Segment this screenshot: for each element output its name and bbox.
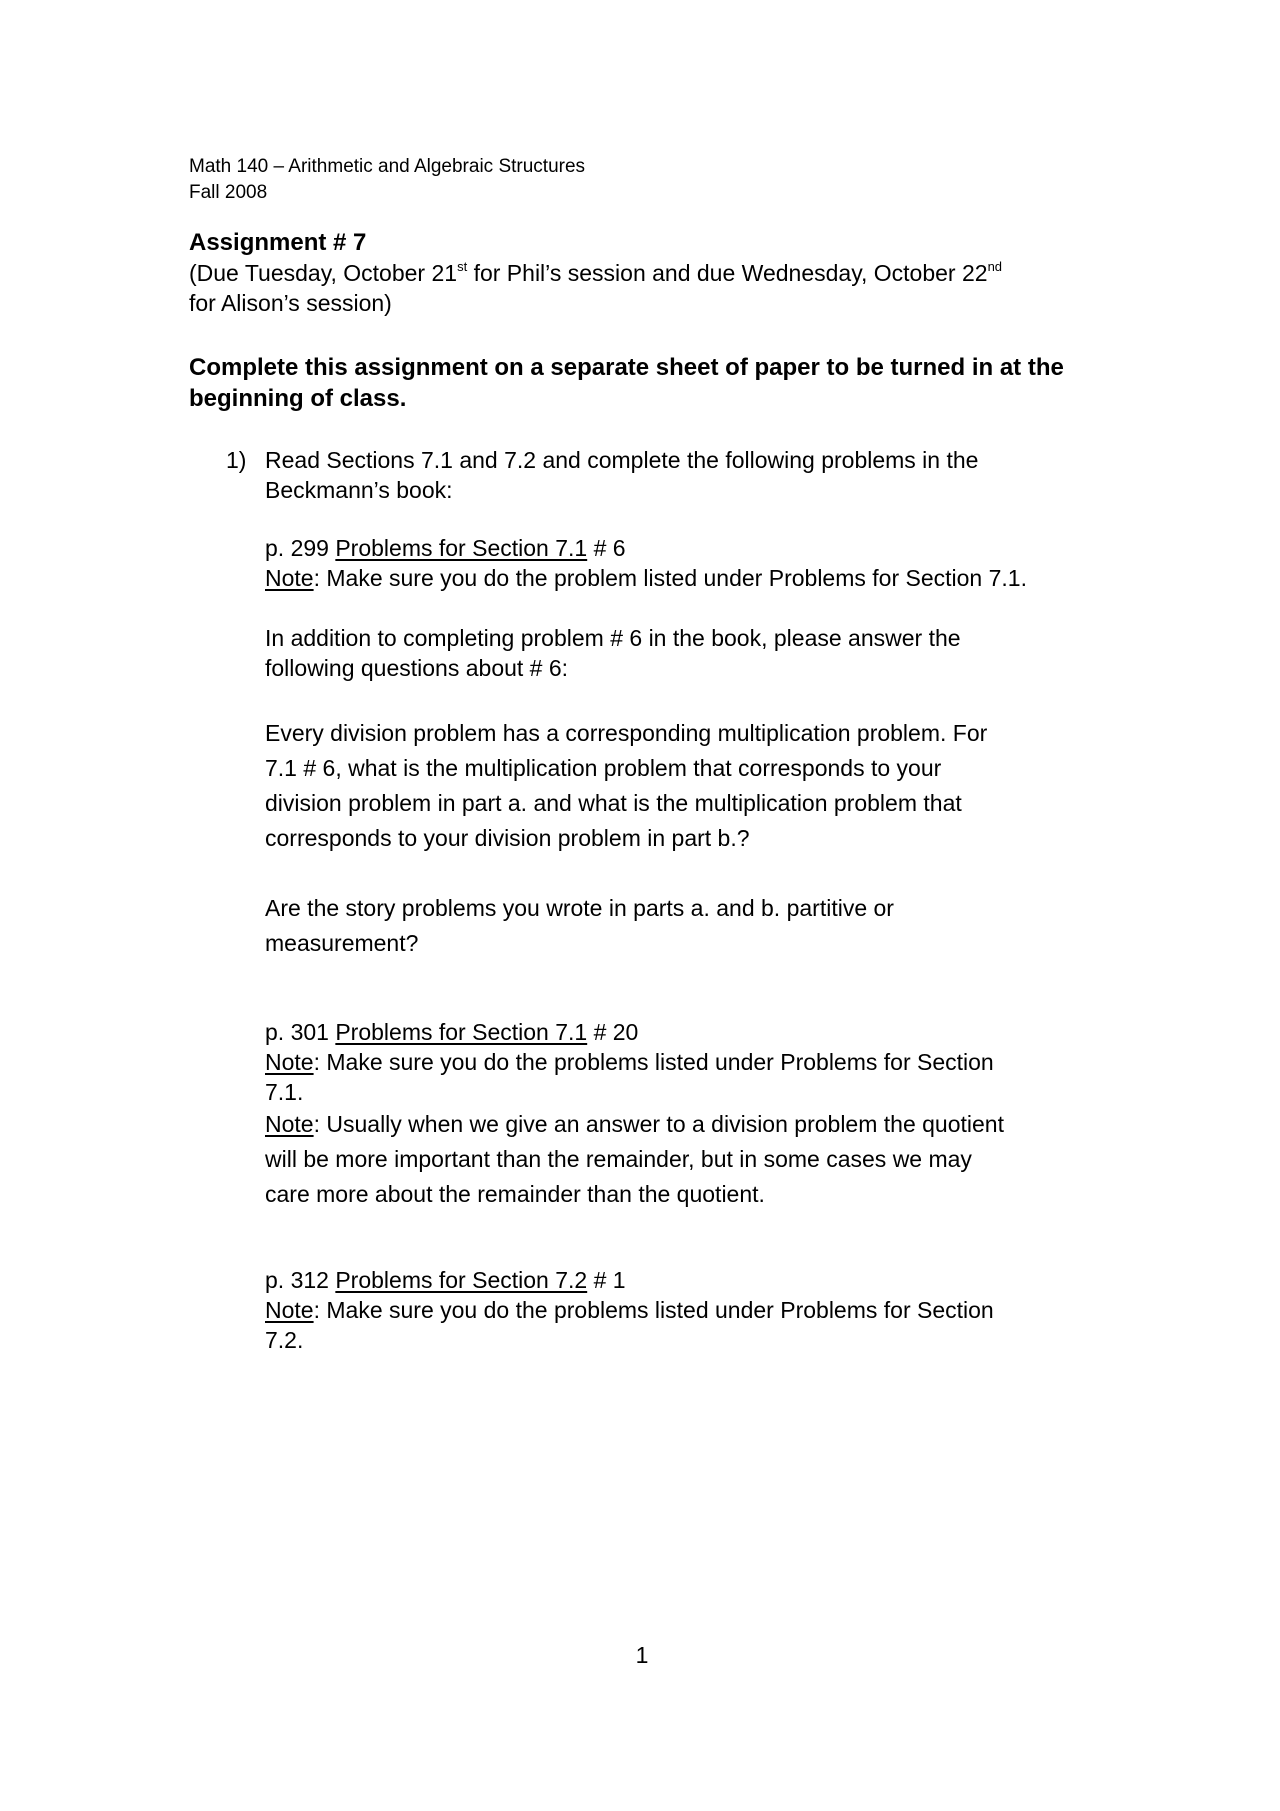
question-1 bbox=[265, 716, 1125, 856]
problem-number: # 20 bbox=[587, 1019, 639, 1045]
note-line: 7.2. bbox=[265, 1327, 304, 1353]
due-text: (Due Tuesday, October 21 bbox=[189, 260, 458, 286]
due-date-line bbox=[189, 258, 1149, 288]
question-line: measurement? bbox=[265, 930, 419, 956]
assignment-heading bbox=[189, 228, 1149, 318]
question-line: Are the story problems you wrote in parts a. and b. partitive or bbox=[265, 895, 894, 921]
course-term: Fall 2008 bbox=[189, 182, 268, 203]
item-intro-line: Beckmann’s book: bbox=[265, 477, 453, 503]
assignment-title: Assignment # 7 bbox=[189, 229, 367, 256]
note-line bbox=[265, 1047, 1125, 1077]
section-link: Problems for Section 7.1 bbox=[335, 1019, 588, 1045]
page-number: 1 bbox=[635, 1642, 649, 1668]
problem-6-block bbox=[265, 533, 1125, 593]
problem-number: # 1 bbox=[587, 1267, 626, 1293]
instruction-text: Complete this assignment on a separate sheet of paper to be turned in at the beginning of class. bbox=[189, 354, 1064, 412]
course-title: Math 140 – Arithmetic and Algebraic Structures bbox=[189, 156, 586, 177]
addition-paragraph bbox=[265, 623, 1125, 683]
note-label: Note bbox=[265, 565, 314, 591]
question-line: corresponds to your division problem in part b.? bbox=[265, 825, 750, 851]
page-ref: p. 301 bbox=[265, 1019, 336, 1045]
note-text: : Make sure you do the problems listed under Problems for Section bbox=[313, 1297, 994, 1323]
item-intro bbox=[265, 445, 1125, 505]
question-2 bbox=[265, 891, 1125, 961]
note-text: : Make sure you do the problem listed under Problems for Section 7.1. bbox=[313, 565, 1027, 591]
problem-number: # 6 bbox=[587, 535, 626, 561]
item-intro-line: Read Sections 7.1 and 7.2 and complete the following problems in the bbox=[265, 447, 979, 473]
note-text: : Make sure you do the problems listed under Problems for Section bbox=[313, 1049, 994, 1075]
paragraph-line: In addition to completing problem # 6 in the book, please answer the bbox=[265, 625, 961, 651]
note-line bbox=[265, 563, 1125, 593]
problem-1-block bbox=[265, 1265, 1125, 1355]
item-number: 1) bbox=[226, 447, 247, 473]
note-line bbox=[265, 1295, 1125, 1325]
remainder-note bbox=[265, 1107, 1125, 1212]
due-text: for Phil’s session and due Wednesday, October 22 bbox=[467, 260, 988, 286]
note-line bbox=[265, 1107, 1125, 1142]
paragraph-line: following questions about # 6: bbox=[265, 655, 569, 681]
problem-reference bbox=[265, 1265, 1125, 1295]
section-link: Problems for Section 7.2 bbox=[335, 1267, 588, 1293]
section-link: Problems for Section 7.1 bbox=[335, 535, 588, 561]
note-text: : Usually when we give an answer to a division problem the quotient bbox=[313, 1111, 1004, 1137]
note-label: Note bbox=[265, 1111, 314, 1137]
note-line: 7.1. bbox=[265, 1079, 304, 1105]
note-line: will be more important than the remainder, but in some cases we may bbox=[265, 1146, 972, 1172]
due-superscript: st bbox=[457, 259, 468, 274]
due-superscript: nd bbox=[987, 259, 1003, 274]
problem-20-block bbox=[265, 1017, 1125, 1107]
due-date-line-2: for Alison’s session) bbox=[189, 290, 392, 316]
note-label: Note bbox=[265, 1049, 314, 1075]
page-ref: p. 299 bbox=[265, 535, 336, 561]
note-line: care more about the remainder than the quotient. bbox=[265, 1181, 765, 1207]
note-label: Note bbox=[265, 1297, 314, 1323]
question-line: Every division problem has a corresponding multiplication problem. For bbox=[265, 720, 988, 746]
question-line: division problem in part a. and what is the multiplication problem that bbox=[265, 790, 962, 816]
course-header bbox=[189, 154, 585, 206]
problem-reference bbox=[265, 533, 1125, 563]
page-ref: p. 312 bbox=[265, 1267, 336, 1293]
question-line: 7.1 # 6, what is the multiplication problem that corresponds to your bbox=[265, 755, 942, 781]
problem-reference bbox=[265, 1017, 1125, 1047]
